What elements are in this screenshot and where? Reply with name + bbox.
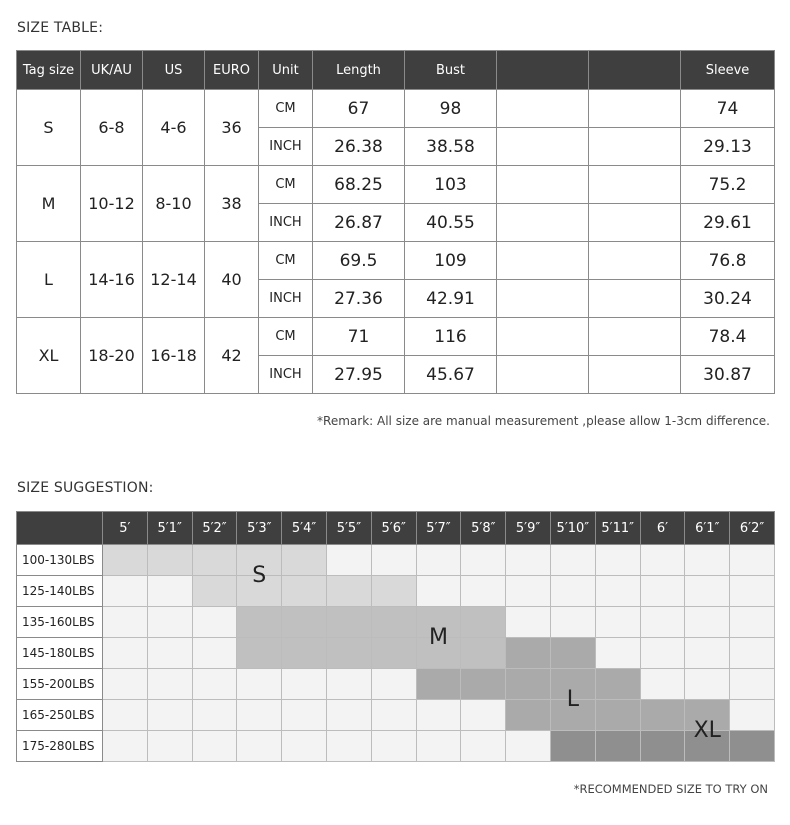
suggestion-cell-s	[147, 545, 192, 576]
bust-cell: 42.91	[405, 280, 497, 318]
suggestion-cell-s	[282, 576, 327, 607]
suggestion-cell-empty	[147, 607, 192, 638]
suggestion-cell-empty	[371, 700, 416, 731]
size-row-cm	[17, 166, 775, 204]
length-cell: 27.36	[313, 280, 405, 318]
suggestion-cell-empty	[282, 700, 327, 731]
empty-cell	[589, 280, 681, 318]
header-uk-au: UK/AU	[81, 51, 143, 90]
suggestion-cell-empty	[192, 700, 237, 731]
suggestion-cell-empty	[461, 545, 506, 576]
empty-cell	[497, 90, 589, 128]
suggestion-cell-empty	[730, 669, 775, 700]
suggestion-cell-empty	[685, 545, 730, 576]
us-cell: 12-14	[143, 242, 205, 318]
suggestion-cell-empty	[103, 731, 148, 762]
size-table-header-row	[17, 51, 775, 90]
suggestion-cell-empty	[506, 545, 551, 576]
empty-cell	[497, 356, 589, 394]
suggestion-cell-empty	[640, 638, 685, 669]
bust-cell: 45.67	[405, 356, 497, 394]
weight-label: 100-130LBS	[17, 545, 103, 576]
suggestion-cell-empty	[730, 638, 775, 669]
uk-au-cell: 6-8	[81, 90, 143, 166]
suggestion-cell-empty	[192, 638, 237, 669]
suggestion-cell-empty	[595, 638, 640, 669]
size-suggestion-title: SIZE SUGGESTION:	[17, 480, 154, 496]
tag-size-cell: XL	[17, 318, 81, 394]
suggestion-cell-m	[461, 638, 506, 669]
suggestion-cell-empty	[595, 576, 640, 607]
suggestion-cell-empty	[147, 669, 192, 700]
header-tag-size: Tag size	[17, 51, 81, 90]
suggestion-cell-empty	[371, 545, 416, 576]
empty-cell	[497, 128, 589, 166]
suggestion-cell-empty	[147, 731, 192, 762]
suggestion-header-row	[17, 512, 775, 545]
bust-cell: 98	[405, 90, 497, 128]
length-cell: 67	[313, 90, 405, 128]
suggestion-row	[17, 669, 775, 700]
tag-size-cell: S	[17, 90, 81, 166]
suggestion-cell-m	[326, 638, 371, 669]
tag-size-cell: L	[17, 242, 81, 318]
suggestion-cell-xl	[640, 731, 685, 762]
height-header: 5′3″	[237, 512, 282, 545]
height-header: 5′8″	[461, 512, 506, 545]
bust-cell: 103	[405, 166, 497, 204]
suggestion-row	[17, 545, 775, 576]
suggestion-cell-empty	[506, 576, 551, 607]
suggestion-cell-l	[506, 700, 551, 731]
unit-cell: CM	[259, 166, 313, 204]
sleeve-cell: 78.4	[681, 318, 775, 356]
suggestion-cell-empty	[730, 700, 775, 731]
euro-cell: 42	[205, 318, 259, 394]
size-table-title: SIZE TABLE:	[17, 20, 104, 36]
sleeve-cell: 74	[681, 90, 775, 128]
size-row-cm	[17, 318, 775, 356]
suggestion-cell-l	[640, 700, 685, 731]
height-header: 6′	[640, 512, 685, 545]
weight-label: 145-180LBS	[17, 638, 103, 669]
euro-cell: 38	[205, 166, 259, 242]
unit-cell: CM	[259, 242, 313, 280]
suggestion-cell-l	[461, 669, 506, 700]
unit-cell: INCH	[259, 204, 313, 242]
suggestion-cell-empty	[326, 731, 371, 762]
suggestion-cell-s	[192, 576, 237, 607]
suggestion-cell-l	[595, 700, 640, 731]
sleeve-cell: 75.2	[681, 166, 775, 204]
suggestion-cell-empty	[103, 576, 148, 607]
suggestion-cell-m	[237, 607, 282, 638]
suggestion-row	[17, 638, 775, 669]
height-header: 5′6″	[371, 512, 416, 545]
length-cell: 26.87	[313, 204, 405, 242]
suggestion-cell-empty	[416, 576, 461, 607]
suggestion-cell-empty	[147, 576, 192, 607]
empty-cell	[589, 318, 681, 356]
suggestion-cell-empty	[730, 576, 775, 607]
height-header: 5′	[103, 512, 148, 545]
suggestion-cell-empty	[730, 607, 775, 638]
suggestion-cell-empty	[192, 731, 237, 762]
height-header: 5′4″	[282, 512, 327, 545]
height-header: 5′9″	[506, 512, 551, 545]
unit-cell: INCH	[259, 128, 313, 166]
weight-label: 125-140LBS	[17, 576, 103, 607]
us-cell: 16-18	[143, 318, 205, 394]
suggestion-cell-empty	[595, 607, 640, 638]
sleeve-cell: 30.24	[681, 280, 775, 318]
suggestion-cell-empty	[640, 576, 685, 607]
suggestion-cell-s	[192, 545, 237, 576]
suggestion-cell-empty	[192, 607, 237, 638]
suggestion-cell-xl	[550, 731, 595, 762]
height-header: 5′1″	[147, 512, 192, 545]
suggestion-cell-s	[326, 576, 371, 607]
suggestion-cell-empty	[550, 576, 595, 607]
header-unit: Unit	[259, 51, 313, 90]
suggestion-cell-empty	[730, 545, 775, 576]
empty-cell	[497, 318, 589, 356]
suggestion-cell-empty	[147, 638, 192, 669]
bust-cell: 38.58	[405, 128, 497, 166]
height-header: 5′11″	[595, 512, 640, 545]
suggestion-cell-empty	[461, 576, 506, 607]
tag-size-cell: M	[17, 166, 81, 242]
suggestion-cell-empty	[103, 700, 148, 731]
suggestion-cell-m	[326, 607, 371, 638]
suggestion-cell-empty	[103, 638, 148, 669]
suggestion-cell-empty	[461, 700, 506, 731]
suggestion-cell-m	[282, 607, 327, 638]
empty-cell	[497, 204, 589, 242]
size-label-m: M	[428, 625, 448, 650]
size-suggestion-table	[16, 511, 775, 762]
suggestion-cell-l	[506, 669, 551, 700]
suggestion-cell-m	[371, 607, 416, 638]
suggestion-cell-empty	[326, 700, 371, 731]
suggestion-cell-empty	[550, 607, 595, 638]
header-sleeve: Sleeve	[681, 51, 775, 90]
unit-cell: CM	[259, 90, 313, 128]
suggestion-cell-empty	[685, 669, 730, 700]
uk-au-cell: 10-12	[81, 166, 143, 242]
suggestion-cell-xl	[730, 731, 775, 762]
us-cell: 8-10	[143, 166, 205, 242]
suggestion-cell-empty	[461, 731, 506, 762]
euro-cell: 36	[205, 90, 259, 166]
size-row-cm	[17, 242, 775, 280]
unit-cell: INCH	[259, 356, 313, 394]
suggestion-cell-xl	[595, 731, 640, 762]
empty-cell	[589, 204, 681, 242]
suggestion-cell-s	[371, 576, 416, 607]
height-header: 5′7″	[416, 512, 461, 545]
suggestion-cell-empty	[685, 638, 730, 669]
weight-label: 155-200LBS	[17, 669, 103, 700]
bust-cell: 109	[405, 242, 497, 280]
empty-cell	[589, 242, 681, 280]
size-table-remark: *Remark: All size are manual measurement ,please allow 1-3cm difference.	[317, 414, 770, 428]
size-label-l: L	[566, 687, 579, 712]
header-empty-1	[497, 51, 589, 90]
suggestion-cell-m	[461, 607, 506, 638]
header-us: US	[143, 51, 205, 90]
suggestion-cell-l	[416, 669, 461, 700]
suggestion-cell-m	[371, 638, 416, 669]
length-cell: 68.25	[313, 166, 405, 204]
length-cell: 27.95	[313, 356, 405, 394]
height-header: 6′1″	[685, 512, 730, 545]
suggestion-cell-empty	[147, 700, 192, 731]
suggestion-cell-empty	[416, 700, 461, 731]
suggestion-cell-l	[506, 638, 551, 669]
size-label-xl: XL	[693, 718, 721, 743]
suggestion-cell-empty	[640, 669, 685, 700]
suggestion-row	[17, 576, 775, 607]
suggestion-cell-empty	[326, 545, 371, 576]
euro-cell: 40	[205, 242, 259, 318]
header-empty-2	[589, 51, 681, 90]
sleeve-cell: 29.13	[681, 128, 775, 166]
height-header: 5′10″	[550, 512, 595, 545]
suggestion-corner-cell	[17, 512, 103, 545]
weight-label: 165-250LBS	[17, 700, 103, 731]
bust-cell: 40.55	[405, 204, 497, 242]
suggestion-cell-empty	[685, 607, 730, 638]
suggestion-cell-empty	[282, 731, 327, 762]
us-cell: 4-6	[143, 90, 205, 166]
header-length: Length	[313, 51, 405, 90]
header-euro: EURO	[205, 51, 259, 90]
suggestion-cell-empty	[371, 669, 416, 700]
suggestion-cell-empty	[192, 669, 237, 700]
suggestion-cell-s	[282, 545, 327, 576]
empty-cell	[589, 128, 681, 166]
suggestion-cell-m	[237, 638, 282, 669]
header-bust: Bust	[405, 51, 497, 90]
size-label-s: S	[252, 563, 267, 588]
empty-cell	[497, 166, 589, 204]
suggestion-cell-l	[550, 638, 595, 669]
empty-cell	[497, 280, 589, 318]
size-suggestion-remark: *RECOMMENDED SIZE TO TRY ON	[573, 782, 768, 796]
suggestion-cell-empty	[237, 669, 282, 700]
suggestion-cell-empty	[506, 731, 551, 762]
suggestion-cell-empty	[595, 545, 640, 576]
suggestion-cell-empty	[237, 700, 282, 731]
empty-cell	[589, 356, 681, 394]
weight-label: 175-280LBS	[17, 731, 103, 762]
size-row-cm	[17, 90, 775, 128]
suggestion-cell-m	[282, 638, 327, 669]
height-header: 5′5″	[326, 512, 371, 545]
suggestion-row	[17, 607, 775, 638]
unit-cell: CM	[259, 318, 313, 356]
sleeve-cell: 29.61	[681, 204, 775, 242]
height-header: 5′2″	[192, 512, 237, 545]
sleeve-cell: 76.8	[681, 242, 775, 280]
suggestion-cell-empty	[506, 607, 551, 638]
uk-au-cell: 14-16	[81, 242, 143, 318]
suggestion-cell-empty	[237, 731, 282, 762]
suggestion-cell-empty	[416, 545, 461, 576]
length-cell: 71	[313, 318, 405, 356]
suggestion-cell-empty	[282, 669, 327, 700]
sleeve-cell: 30.87	[681, 356, 775, 394]
length-cell: 26.38	[313, 128, 405, 166]
suggestion-cell-empty	[326, 669, 371, 700]
weight-label: 135-160LBS	[17, 607, 103, 638]
suggestion-row	[17, 700, 775, 731]
suggestion-cell-empty	[103, 607, 148, 638]
suggestion-cell-empty	[550, 545, 595, 576]
suggestion-row	[17, 731, 775, 762]
empty-cell	[497, 242, 589, 280]
height-header: 6′2″	[730, 512, 775, 545]
empty-cell	[589, 166, 681, 204]
suggestion-cell-s	[103, 545, 148, 576]
uk-au-cell: 18-20	[81, 318, 143, 394]
suggestion-cell-empty	[640, 545, 685, 576]
suggestion-cell-empty	[371, 731, 416, 762]
bust-cell: 116	[405, 318, 497, 356]
length-cell: 69.5	[313, 242, 405, 280]
suggestion-cell-empty	[416, 731, 461, 762]
size-table	[16, 50, 775, 394]
suggestion-cell-empty	[103, 669, 148, 700]
empty-cell	[589, 90, 681, 128]
unit-cell: INCH	[259, 280, 313, 318]
suggestion-cell-empty	[685, 576, 730, 607]
suggestion-cell-empty	[640, 607, 685, 638]
suggestion-cell-l	[595, 669, 640, 700]
